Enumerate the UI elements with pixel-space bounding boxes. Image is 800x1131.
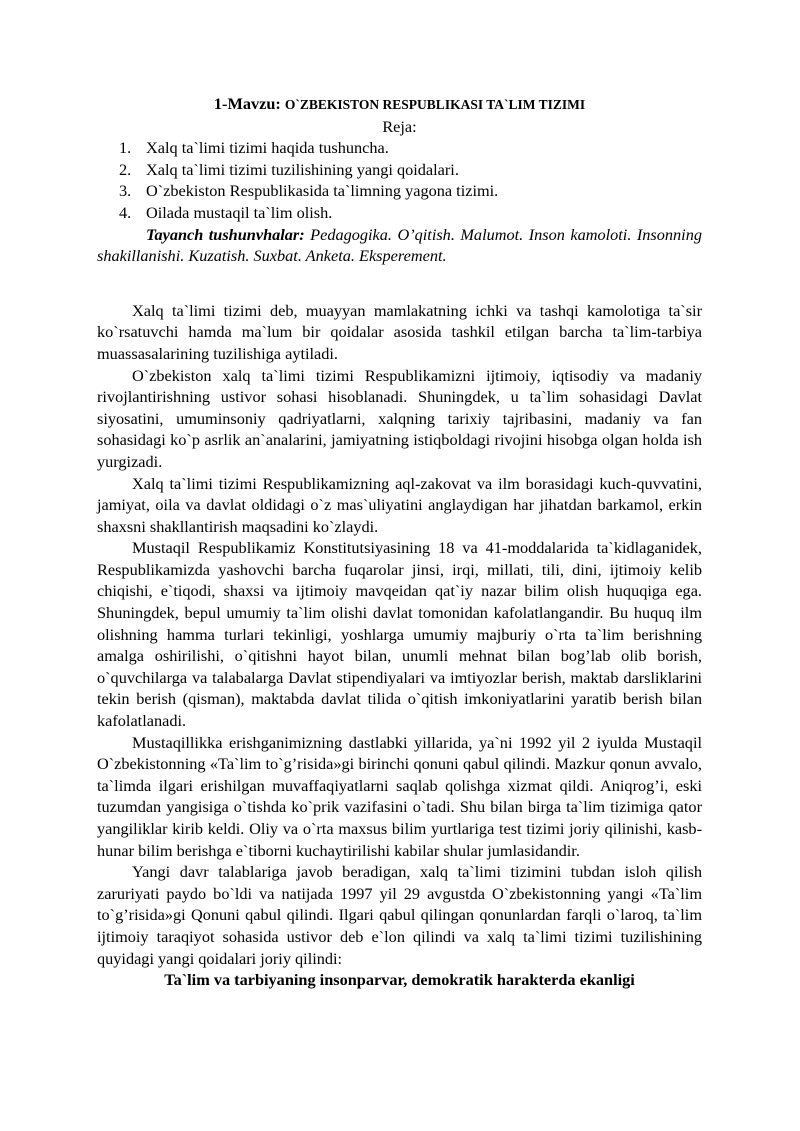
- body-paragraph: Mustaqil Respublikamiz Konstitutsiyasining 18 va 41-moddalarida ta`kidlaganidek, Respublikamizda yashovchi barcha fuqarolar jinsi, irqi, millati, tili, dini, ijtimoiy kelib chiqishi, e`tiqodi, shaxsi va ijtimoiy mavqeidan qat`iy nazar bilim olish huquqiga ega. Shuningdek, bepul umumiy ta`lim olishi davlat tomonidan kafolatlangandir. Bu huquq ilm olishning hamma turlari tekinligi, yoshlarga umumiy majburiy o`rta ta`lim berishning amalga oshirilishi, o`qitishni hayot bilan, unumli mehnat bilan bog’lab olib borish, o`quvchilarga va talabalarga Davlat stipendiyalari va imtiyozlar berish, maktab darsliklarini tekin berish (qisman), maktabda davlat tilida o`qitish imkoniyatlarini yaratib berish bilan kafolatlanadi.: [97, 538, 702, 731]
- plan-item: [97, 159, 702, 181]
- body-paragraph: Xalq ta`limi tizimi deb, muayyan mamlakatning ichki va tashqi kamolotiga ta`sir ko`rsatuvchi hamda ma`lum bir qoidalar asosida tashkil etilgan barcha ta`lim-tarbiya muassasalarining tuzilishiga aytiladi.: [97, 300, 702, 363]
- plan-item-text: Xalq ta`limi tizimi tuzilishining yangi qoidalari.: [146, 159, 459, 179]
- plan-list: [97, 137, 702, 223]
- plan-item: [97, 137, 702, 159]
- body-paragraph: Yangi davr talablariga javob beradigan, xalq ta`limi tizimini tubdan isloh qilish zaruriyati paydo bo`ldi va natijada 1997 yil 29 avgustda O`zbekistonning yangi «Ta`lim to`g’risida»gi Qonuni qabul qilindi. Ilgari qabul qilingan qonunlardan farqli o`laroq, ta`lim ijtimoiy taraqiyot sohasida ustivor deb e`lon qilindi va xalq ta`limi tizimi tuzilishining quyidagi yangi qoidalari joriy qilindi:: [97, 862, 702, 968]
- plan-item-text: O`zbekiston Respublikasida ta`limning yagona tizimi.: [146, 181, 499, 201]
- plan-item-text: Xalq ta`limi tizimi haqida tushuncha.: [146, 138, 389, 158]
- keywords-text: Pedagogika. O’qitish. Malumot. Inson kamoloti. Insonning shakillanishi. Kuzatish. Suxbat. Anketa. Eksperement.: [97, 224, 702, 266]
- title-prefix: 1-Mavzu:: [213, 94, 281, 113]
- plan-item: [97, 202, 702, 224]
- keywords-label: Tayanch tushunvhalar:: [146, 224, 305, 244]
- plan-item-number: 2.: [119, 159, 132, 179]
- section-subheading: Ta`lim va tarbiyaning insonparvar, demokratik harakterda ekanligi: [164, 970, 635, 990]
- plan-item-number: 3.: [119, 181, 132, 201]
- document-page: [97, 93, 702, 991]
- plan-item-number: 1.: [119, 138, 132, 158]
- body-paragraph: O`zbekiston xalq ta`limi tizimi Respublikamizni ijtimoiy, iqtisodiy va madaniy rivojlantirishning ustivor sohasi hisoblanadi. Shuningdek, u ta`lim sohasidagi Davlat siyosatini, umuminsoniy qadriyatlarni, xalqning tarixiy tajribasini, madaniy va fan sohasidagi ko`p asrlik an`analarini, jamiyatning istiqboldagi rivojini hisobga olgan holda ish yurgizadi.: [97, 365, 702, 471]
- keywords-paragraph: [97, 224, 702, 267]
- section-spacer: [97, 267, 702, 300]
- plan-label: Reja:: [382, 116, 417, 136]
- plan-item: [97, 180, 702, 202]
- title-caps: O`ZBEKISTON RESPUBLIKASI TA`LIM TIZIMI: [284, 97, 586, 112]
- plan-item-number: 4.: [119, 202, 132, 222]
- plan-item-text: Oilada mustaqil ta`lim olish.: [146, 202, 333, 222]
- body-paragraph: Mustaqillikka erishganimizning dastlabki yillarida, ya`ni 1992 yil 2 iyulda Mustaqil O`zbekistonning «Ta`lim to`g’risida»gi birinchi qonuni qabul qilindi. Mazkur qonun avvalo, ta`limda ilgari erishilgan muvaffaqiyatlarni saqlab qolishga xizmat qildi. Aniqrog’i, eski tuzumdan yangisiga o`tishda ko`prik vazifasini o`tadi. Shu bilan birga ta`lim tizimiga qator yangiliklar kirib keldi. Oliy va o`rta maxsus bilim yurtlariga test tizimi joriy qilinishi, kasb-hunar bilim berishga e`tiborni kuchaytirilishi kabilar shular jumlasidandir.: [97, 732, 702, 860]
- page-title: [97, 93, 702, 116]
- body-paragraph: Xalq ta`limi tizimi Respublikamizning aql-zakovat va ilm borasidagi kuch-quvvatini, jamiyat, oila va davlat oldidagi o`z mas`uliyatini anglaydigan har jihatdan barkamol, erkin shaxsni shakllantirish maqsadini ko`zlaydi.: [97, 473, 702, 536]
